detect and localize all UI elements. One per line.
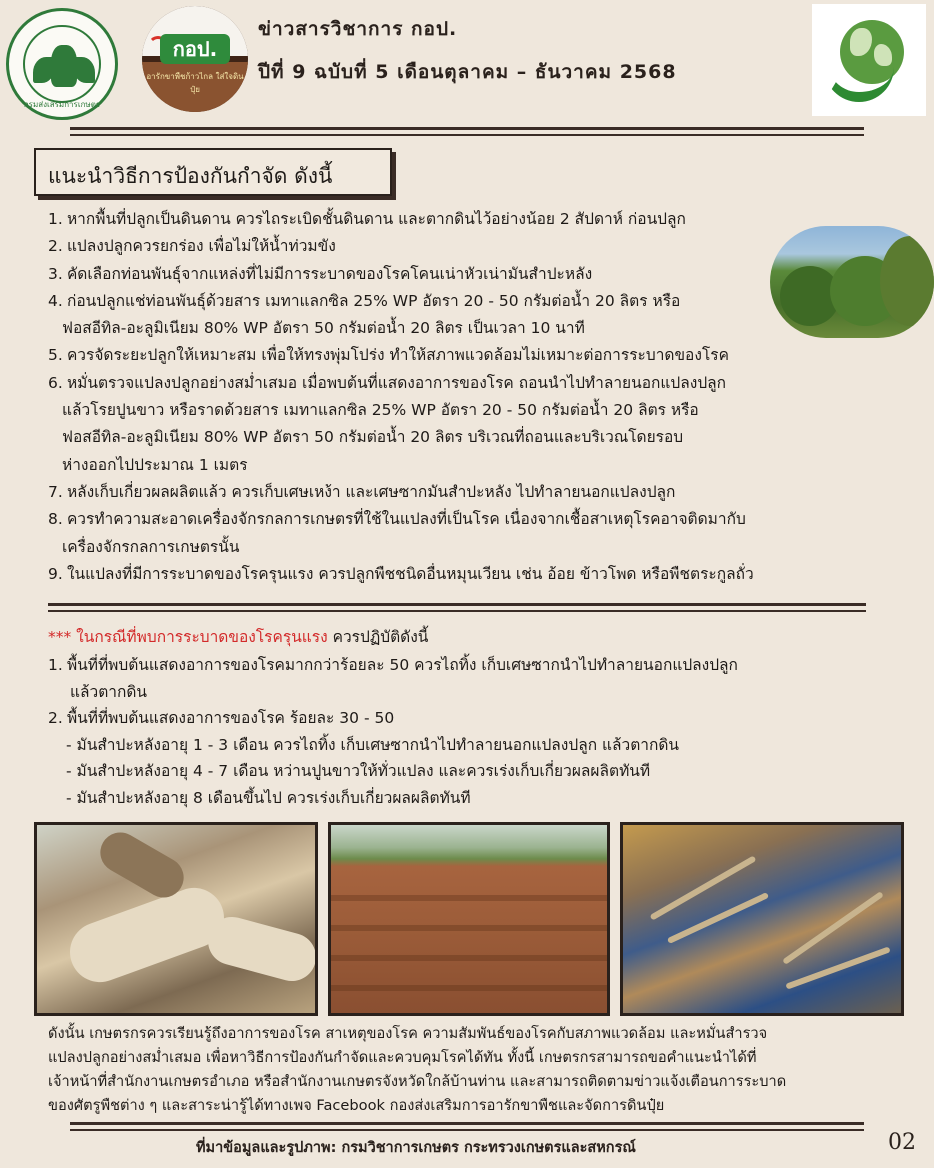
paragraph-line: ดังนั้น เกษตรกรควรเรียนรู้ถึงอาการของโรค สาเหตุของโรค ความสัมพันธ์ของโรคกับสภาพแวดล้อม และหมั่นสำรวจ (48, 1025, 768, 1042)
list-item: 1. หากพื้นที่ปลูกเป็นดินดาน ควรไถระเบิดชั้นดินดาน และตากดินไว้อย่างน้อย 2 สัปดาห์ ก่อนปลูก (48, 210, 686, 228)
photo-root (203, 912, 318, 987)
list-item: 9. ในแปลงที่มีการระบาดของโรครุนแรง ควรปลูกพืชชนิดอื่นหมุนเวียน เช่น อ้อย ข้าวโพด หรือพืชตระกูลถั่ว (48, 564, 754, 583)
kop-logo (142, 6, 248, 112)
list-item-continued: แล้วโรยปูนขาว หรือราดด้วยสาร เมทาแลกซิล 25% WP อัตรา 20 - 50 กรัมต่อน้ำ 20 ลิตร หรือ (62, 401, 699, 420)
header-divider (70, 127, 864, 130)
globe-leaf-logo (812, 4, 926, 116)
page-number: 02 (888, 1130, 916, 1155)
list-item: 2. พื้นที่ที่พบต้นแสดงอาการของโรค ร้อยละ 30 - 50 (48, 709, 395, 727)
issue-line: ปีที่ 9 ฉบับที่ 5 เดือนตุลาคม – ธันวาคม 2568 (258, 61, 677, 83)
list-item-continued: เครื่องจักรกลการเกษตรนั้น (62, 537, 240, 556)
section-heading: แนะนำวิธีการป้องกันกำจัด ดังนี้ (48, 164, 333, 188)
list-item: 5. ควรจัดระยะปลูกให้เหมาะสม เพื่อให้ทรงพุ่มโปร่ง ทำให้สภาพแวดล้อมไม่เหมาะต่อการระบาดของโรค (48, 346, 729, 365)
logo-motto: อารักขาพืชก้าวไกล ใส่ใจดินปุ๋ย (146, 72, 244, 94)
paragraph-line: แปลงปลูกอย่างสม่ำเสมอ เพื่อหาวิธีการป้องกันกำจัดและควบคุมโรคได้ทัน ทั้งนี้ เกษตรกรสามารถขอคำแนะนำได้ที่ (48, 1049, 757, 1066)
diseased-root-photo (34, 822, 318, 1016)
cassava-field-photo (770, 226, 934, 338)
severe-warning (48, 624, 428, 649)
department-logo (6, 8, 118, 120)
plowed-field-photo (328, 822, 610, 1016)
photo-furrow (331, 955, 607, 961)
list-item: 6. หมั่นตรวจแปลงปลูกอย่างสม่ำเสมอ เมื่อพบต้นที่แสดงอาการของโรค ถอนนำไปทำลายนอกแปลงปลูก (48, 373, 727, 392)
warning-text: ควรปฏิบัติดังนี้ (327, 628, 429, 646)
photo-root (93, 825, 191, 905)
header-divider (70, 134, 864, 136)
paragraph-line: ของศัตรูพืชต่าง ๆ และสาระน่ารู้ได้ทางเพจ Facebook กองส่งเสริมการอารักขาพืชและจัดการดินปุ๋ย (48, 1097, 665, 1114)
list-item: 4. ก่อนปลูกแช่ท่อนพันธุ์ด้วยสาร เมทาแลกซิล 25% WP อัตรา 20 - 50 กรัมต่อน้ำ 20 ลิตร หรือ (48, 291, 681, 310)
photo-furrow (331, 925, 607, 931)
logo-word: กอป. (160, 34, 230, 64)
prevention-list (48, 206, 848, 588)
list-item: 2. แปลงปลูกควรยกร่อง เพื่อไม่ให้น้ำท่วมขัง (48, 237, 336, 256)
list-item: 7. หลังเก็บเกี่ยวผลผลิตแล้ว ควรเก็บเศษเหง้า และเศษซากมันสำปะหลัง ไปทำลายนอกแปลงปลูก (48, 482, 676, 501)
photo-foliage (880, 236, 934, 326)
warning-red-text: *** ในกรณีที่พบการระบาดของโรครุนแรง (48, 628, 328, 646)
photo-furrow (331, 985, 607, 991)
newsletter-title: ข่าวสารวิชาการ กอป. (258, 18, 458, 40)
cassava-stakes-photo (620, 822, 904, 1016)
sub-item: - มันสำปะหลังอายุ 1 - 3 เดือน ควรไถทิ้ง เก็บเศษซากนำไปทำลายนอกแปลงปลูก แล้วตากดิน (66, 735, 680, 754)
footer-divider (70, 1129, 864, 1131)
section-heading-box (34, 148, 392, 196)
logo-inner-ring (23, 25, 101, 103)
section-divider (48, 610, 866, 612)
leaf-icon (824, 62, 894, 102)
list-item: 1. พื้นที่ที่พบต้นแสดงอาการของโรคมากกว่าร้อยละ 50 ควรไถทิ้ง เก็บเศษซากนำไปทำลายนอกแปลงปลูก (48, 656, 738, 674)
logo-left-text: กรมส่งเสริมการเกษตร (23, 100, 101, 109)
list-item-continued: ฟอสอีทิล-อะลูมิเนียม 80% WP อัตรา 50 กรัมต่อน้ำ 20 ลิตร บริเวณที่ถอนและบริเวณโดยรอบ (62, 428, 684, 447)
photo-root (62, 879, 233, 990)
list-item-continued: แล้วตากดิน (70, 682, 148, 701)
section-divider (48, 603, 866, 606)
sub-item: - มันสำปะหลังอายุ 8 เดือนขึ้นไป ควรเร่งเก็บเกี่ยวผลผลิตทันที (66, 788, 471, 807)
list-item-continued: ฟอสอีทิล-อะลูมิเนียม 80% WP อัตรา 50 กรัมต่อน้ำ 20 ลิตร เป็นเวลา 10 นาที (62, 319, 585, 338)
severe-list (48, 652, 908, 811)
footer-divider (70, 1122, 864, 1125)
sub-item: - มันสำปะหลังอายุ 4 - 7 เดือน หว่านปูนขาวให้ทั่วแปลง และควรเร่งเก็บเกี่ยวผลผลิตทันที (66, 762, 651, 780)
list-item: 8. ควรทำความสะอาดเครื่องจักรกลการเกษตรที่ใช้ในแปลงที่เป็นโรค เนื่องจากเชื้อสาเหตุโรคอาจติดมากับ (48, 510, 746, 529)
source-credit: ที่มาข้อมูลและรูปภาพ: กรมวิชาการเกษตร กระทรวงเกษตรและสหกรณ์ (196, 1140, 636, 1156)
photo-furrow (331, 895, 607, 901)
list-item-continued: ห่างออกไปประมาณ 1 เมตร (62, 455, 248, 474)
paragraph-line: เจ้าหน้าที่สำนักงานเกษตรอำเภอ หรือสำนักงานเกษตรจังหวัดใกล้บ้านท่าน และสามารถติดตามข่าวแจ้งเตือนการระบาด (48, 1073, 787, 1090)
closing-paragraph (48, 1022, 908, 1118)
list-item: 3. คัดเลือกท่อนพันธุ์จากแหล่งที่ไม่มีการระบาดของโรคโคนเน่าหัวเน่ามันสำปะหลัง (48, 264, 593, 283)
